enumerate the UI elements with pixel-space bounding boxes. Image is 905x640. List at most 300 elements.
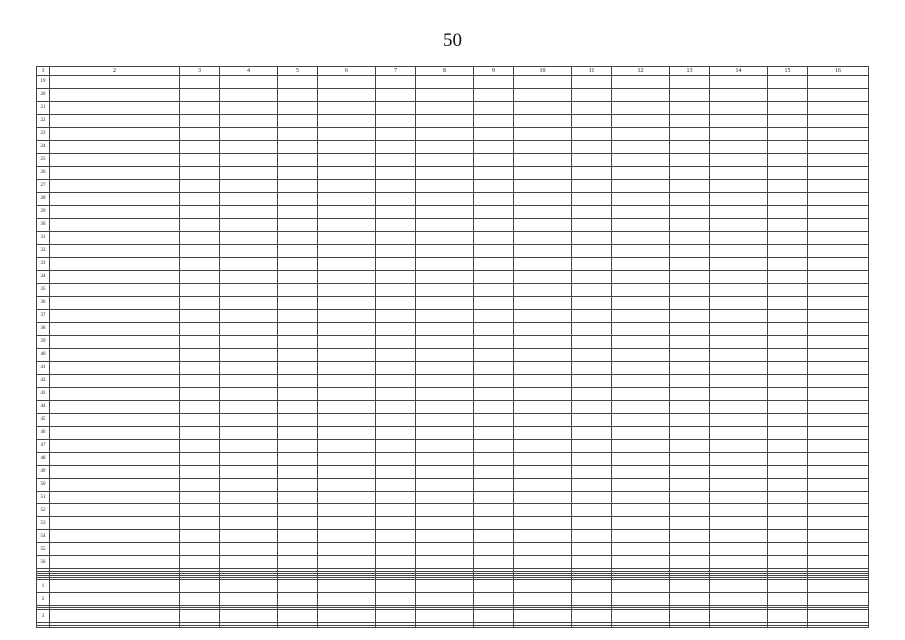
table-cell <box>50 231 180 244</box>
table-cell <box>710 452 768 465</box>
table-cell <box>318 387 376 400</box>
table-cell <box>474 192 514 205</box>
table-cell <box>220 517 278 530</box>
table-cell <box>474 530 514 543</box>
table-row <box>37 400 869 413</box>
table-cell <box>416 465 474 478</box>
table-cell <box>318 76 376 89</box>
table-cell <box>514 556 572 569</box>
row-number: 54 <box>37 530 50 543</box>
table-cell <box>612 530 670 543</box>
table-cell <box>416 231 474 244</box>
table-cell <box>514 205 572 218</box>
table-cell <box>50 517 180 530</box>
row-number: 35 <box>37 283 50 296</box>
table-cell <box>416 257 474 270</box>
table-cell <box>670 361 710 374</box>
table-row <box>37 439 869 452</box>
table-cell <box>474 179 514 192</box>
table-cell <box>318 179 376 192</box>
table-cell <box>220 218 278 231</box>
table-cell <box>808 322 869 335</box>
table-cell <box>670 322 710 335</box>
table-cell <box>416 166 474 179</box>
table-cell <box>710 348 768 361</box>
table-cell <box>710 127 768 140</box>
table-row <box>37 192 869 205</box>
table-cell <box>670 140 710 153</box>
row-number: 39 <box>37 335 50 348</box>
table-cell <box>278 244 318 257</box>
table-row <box>37 348 869 361</box>
table-cell <box>514 439 572 452</box>
table-cell <box>278 127 318 140</box>
table-cell <box>514 426 572 439</box>
table-cell <box>180 504 220 517</box>
table-cell <box>50 387 180 400</box>
table-cell <box>768 283 808 296</box>
table-cell <box>416 517 474 530</box>
table-cell <box>318 244 376 257</box>
table-cell <box>514 322 572 335</box>
table-cell <box>416 504 474 517</box>
row-number: 45 <box>37 413 50 426</box>
table-cell <box>768 452 808 465</box>
table-cell <box>710 153 768 166</box>
table-cell <box>572 530 612 543</box>
table-cell <box>768 179 808 192</box>
table-cell <box>514 244 572 257</box>
table-cell <box>572 231 612 244</box>
table-cell <box>50 413 180 426</box>
table-row <box>37 556 869 569</box>
table-cell <box>808 530 869 543</box>
table-cell <box>278 140 318 153</box>
table-cell <box>670 491 710 504</box>
table-cell <box>318 580 376 593</box>
table-cell <box>612 335 670 348</box>
table-row <box>37 309 869 322</box>
table-cell <box>474 374 514 387</box>
table-cell <box>220 192 278 205</box>
table-cell <box>180 348 220 361</box>
table-cell <box>318 257 376 270</box>
table-cell <box>474 205 514 218</box>
table-cell <box>180 413 220 426</box>
table-cell <box>514 231 572 244</box>
table-cell <box>612 244 670 257</box>
table-cell <box>474 309 514 322</box>
table-cell <box>710 166 768 179</box>
table-cell <box>416 610 474 623</box>
table-cell <box>612 593 670 606</box>
table-cell <box>474 244 514 257</box>
table-cell <box>474 452 514 465</box>
table-cell <box>50 296 180 309</box>
table-cell <box>474 218 514 231</box>
table-cell <box>768 413 808 426</box>
table-cell <box>376 517 416 530</box>
table-cell <box>670 153 710 166</box>
table-cell <box>768 231 808 244</box>
table-cell <box>318 556 376 569</box>
table-cell <box>416 580 474 593</box>
table-cell <box>670 192 710 205</box>
column-number: 12 <box>612 67 670 76</box>
table-cell <box>220 335 278 348</box>
table-cell <box>670 504 710 517</box>
table-cell <box>376 530 416 543</box>
table-cell <box>612 387 670 400</box>
table-cell <box>572 101 612 114</box>
table-cell <box>416 530 474 543</box>
table-cell <box>50 270 180 283</box>
table-cell <box>572 465 612 478</box>
table-cell <box>710 491 768 504</box>
table-cell <box>808 192 869 205</box>
table-cell <box>50 530 180 543</box>
table-cell <box>808 205 869 218</box>
row-number: 26 <box>37 166 50 179</box>
table-cell <box>710 413 768 426</box>
table-cell <box>514 218 572 231</box>
table-cell <box>376 580 416 593</box>
table-row <box>37 114 869 127</box>
table-cell <box>670 452 710 465</box>
table-cell <box>220 452 278 465</box>
table-cell <box>808 580 869 593</box>
table-cell <box>768 517 808 530</box>
table-cell <box>808 218 869 231</box>
table-cell <box>670 610 710 623</box>
table-cell <box>278 478 318 491</box>
column-number: 13 <box>670 67 710 76</box>
table-cell <box>376 625 416 627</box>
table-cell <box>180 610 220 623</box>
table-cell <box>278 166 318 179</box>
table-cell <box>808 556 869 569</box>
table-cell <box>612 452 670 465</box>
table-cell <box>710 283 768 296</box>
table-cell <box>50 504 180 517</box>
table-cell <box>474 283 514 296</box>
row-number: 44 <box>37 400 50 413</box>
table-cell <box>670 530 710 543</box>
table-cell <box>220 88 278 101</box>
table-cell <box>220 593 278 606</box>
table-cell <box>376 218 416 231</box>
table-cell <box>220 179 278 192</box>
table-cell <box>612 140 670 153</box>
table-cell <box>710 504 768 517</box>
table-row <box>37 504 869 517</box>
table-cell <box>768 625 808 627</box>
table-cell <box>50 439 180 452</box>
table-row <box>37 580 869 593</box>
table-cell <box>278 610 318 623</box>
table-cell <box>416 140 474 153</box>
page-number: 50 <box>443 30 462 51</box>
table-cell <box>808 309 869 322</box>
table-cell <box>50 166 180 179</box>
table-cell <box>808 491 869 504</box>
table-cell <box>416 543 474 556</box>
table-cell <box>768 478 808 491</box>
table-cell <box>278 153 318 166</box>
table-cell <box>808 153 869 166</box>
table-cell <box>514 153 572 166</box>
table-row <box>37 335 869 348</box>
table-cell <box>376 231 416 244</box>
table-cell <box>768 296 808 309</box>
table-cell <box>474 127 514 140</box>
column-number: 8 <box>416 67 474 76</box>
table-cell <box>318 153 376 166</box>
table-cell <box>278 296 318 309</box>
table-cell <box>612 439 670 452</box>
table-cell <box>376 335 416 348</box>
table-row <box>37 179 869 192</box>
table-cell <box>670 400 710 413</box>
table-cell <box>474 114 514 127</box>
table-cell <box>416 179 474 192</box>
table-cell <box>612 491 670 504</box>
table-cell <box>572 374 612 387</box>
table-cell <box>768 322 808 335</box>
table-cell <box>768 465 808 478</box>
table-cell <box>278 580 318 593</box>
table-cell <box>710 439 768 452</box>
table-cell <box>278 413 318 426</box>
table-cell <box>50 478 180 491</box>
row-number: 47 <box>37 439 50 452</box>
table-cell <box>278 361 318 374</box>
table-cell <box>278 309 318 322</box>
row-number: 36 <box>37 296 50 309</box>
table-cell <box>808 517 869 530</box>
table-cell <box>50 88 180 101</box>
column-number: 15 <box>768 67 808 76</box>
table-cell <box>710 374 768 387</box>
table-cell <box>416 88 474 101</box>
table-cell <box>474 296 514 309</box>
table-cell <box>180 400 220 413</box>
table-row <box>37 374 869 387</box>
table-cell <box>670 218 710 231</box>
table-cell <box>670 517 710 530</box>
table-cell <box>670 127 710 140</box>
column-number: 6 <box>318 67 376 76</box>
table-cell <box>808 374 869 387</box>
table-cell <box>474 426 514 439</box>
row-number: 51 <box>37 491 50 504</box>
table-cell <box>50 452 180 465</box>
table-cell <box>710 625 768 627</box>
table-cell <box>514 166 572 179</box>
table-cell <box>318 166 376 179</box>
table-cell <box>180 76 220 89</box>
table-cell <box>710 101 768 114</box>
table-row <box>37 543 869 556</box>
table-cell <box>180 478 220 491</box>
table-cell <box>416 556 474 569</box>
table-cell <box>50 309 180 322</box>
table-cell <box>572 257 612 270</box>
table-cell <box>180 88 220 101</box>
table-cell <box>612 556 670 569</box>
table-cell <box>808 179 869 192</box>
table-cell <box>474 76 514 89</box>
table-cell <box>318 283 376 296</box>
table-cell <box>474 101 514 114</box>
table-cell <box>318 439 376 452</box>
table-cell <box>514 348 572 361</box>
table-cell <box>572 400 612 413</box>
table-cell <box>670 580 710 593</box>
table-cell <box>180 580 220 593</box>
table-cell <box>514 400 572 413</box>
table-cell <box>710 179 768 192</box>
table-cell <box>670 348 710 361</box>
row-number: 27 <box>37 179 50 192</box>
table-cell <box>710 205 768 218</box>
table-cell <box>572 218 612 231</box>
table-cell <box>670 166 710 179</box>
table-cell <box>318 374 376 387</box>
table-cell <box>612 543 670 556</box>
table-cell <box>180 179 220 192</box>
row-number: 50 <box>37 478 50 491</box>
table-cell <box>808 76 869 89</box>
table-cell <box>514 478 572 491</box>
table-cell <box>768 205 808 218</box>
row-number: 2 <box>37 593 50 606</box>
table-cell <box>50 127 180 140</box>
table-cell <box>612 88 670 101</box>
table-cell <box>278 218 318 231</box>
table-cell <box>670 76 710 89</box>
row-number: 30 <box>37 218 50 231</box>
row-number: 29 <box>37 205 50 218</box>
table-cell <box>278 257 318 270</box>
table-cell <box>474 593 514 606</box>
table-cell <box>572 478 612 491</box>
table-row <box>37 231 869 244</box>
data-table <box>36 66 869 628</box>
table-cell <box>612 205 670 218</box>
table-row <box>37 244 869 257</box>
table-cell <box>220 400 278 413</box>
table-cell <box>416 205 474 218</box>
table-row <box>37 270 869 283</box>
table-cell <box>416 625 474 627</box>
table-cell <box>670 270 710 283</box>
table-cell <box>474 517 514 530</box>
table-cell <box>808 478 869 491</box>
table-cell <box>416 283 474 296</box>
table-cell <box>220 296 278 309</box>
table-cell <box>710 309 768 322</box>
table-cell <box>768 114 808 127</box>
table-cell <box>514 192 572 205</box>
table-cell <box>50 76 180 89</box>
table-cell <box>710 218 768 231</box>
table-cell <box>474 625 514 627</box>
table-cell <box>318 625 376 627</box>
table-cell <box>50 374 180 387</box>
column-number: 5 <box>278 67 318 76</box>
table-cell <box>670 478 710 491</box>
table-cell <box>376 309 416 322</box>
table-cell <box>376 192 416 205</box>
table-cell <box>768 140 808 153</box>
table-cell <box>514 114 572 127</box>
table-cell <box>514 140 572 153</box>
table-cell <box>572 580 612 593</box>
table-cell <box>572 452 612 465</box>
table-cell <box>180 543 220 556</box>
table-cell <box>572 504 612 517</box>
table-row <box>37 296 869 309</box>
row-number: 28 <box>37 192 50 205</box>
table-cell <box>514 517 572 530</box>
table-cell <box>180 491 220 504</box>
table-cell <box>572 88 612 101</box>
table-cell <box>710 244 768 257</box>
table-cell <box>318 452 376 465</box>
table-cell <box>50 400 180 413</box>
table-cell <box>710 610 768 623</box>
table-cell <box>376 205 416 218</box>
table-cell <box>612 517 670 530</box>
table-cell <box>180 244 220 257</box>
table-cell <box>768 361 808 374</box>
table-cell <box>376 76 416 89</box>
table-cell <box>670 426 710 439</box>
table-cell <box>50 283 180 296</box>
table-cell <box>710 465 768 478</box>
table-cell <box>808 335 869 348</box>
table-cell <box>376 374 416 387</box>
row-number: 56 <box>37 556 50 569</box>
table-cell <box>670 413 710 426</box>
table-cell <box>278 426 318 439</box>
column-number: 1 <box>37 67 50 76</box>
table-cell <box>514 101 572 114</box>
table-cell <box>180 257 220 270</box>
table-cell <box>572 205 612 218</box>
table-cell <box>318 400 376 413</box>
table-cell <box>768 556 808 569</box>
table-cell <box>474 413 514 426</box>
table-cell <box>278 625 318 627</box>
table-cell <box>474 153 514 166</box>
table-cell <box>376 610 416 623</box>
table-cell <box>50 335 180 348</box>
table-cell <box>514 76 572 89</box>
table-cell <box>376 296 416 309</box>
table-row <box>37 218 869 231</box>
row-number: 40 <box>37 348 50 361</box>
table-cell <box>180 387 220 400</box>
table-cell <box>808 127 869 140</box>
table-cell <box>768 270 808 283</box>
table-cell <box>768 192 808 205</box>
table-cell <box>710 361 768 374</box>
table-cell <box>416 452 474 465</box>
table-cell <box>572 426 612 439</box>
table-cell <box>612 270 670 283</box>
